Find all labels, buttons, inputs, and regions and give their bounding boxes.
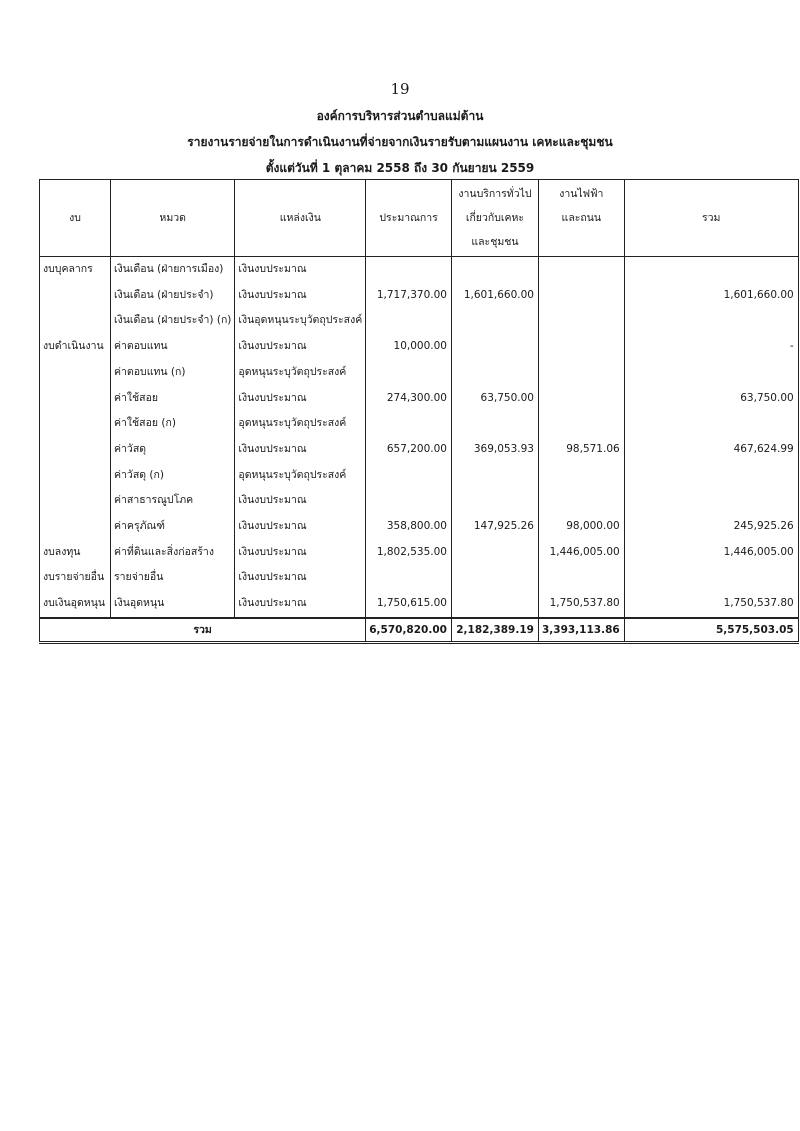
cell-budget: งบเงินอุดหนุน <box>40 591 111 618</box>
cell-general <box>451 411 538 437</box>
total-general: 2,182,389.19 <box>451 618 538 643</box>
cell-total: 467,624.99 <box>624 437 798 463</box>
table-body <box>40 257 799 618</box>
header-category: หมวด <box>111 180 235 257</box>
table-row <box>40 591 799 618</box>
cell-category: ค่าสาธารณูปโภค <box>111 488 235 514</box>
cell-estimate <box>366 257 452 283</box>
cell-category: ค่าใช้สอย <box>111 386 235 412</box>
cell-budget: งบดำเนินงาน <box>40 334 111 360</box>
cell-general <box>451 257 538 283</box>
cell-general: 1,601,660.00 <box>451 283 538 309</box>
cell-category: รายจ่ายอื่น <box>111 565 235 591</box>
cell-source: เงินงบประมาณ <box>235 386 366 412</box>
cell-budget <box>40 437 111 463</box>
header-general-line-1: งานบริการทั่วไป <box>458 188 532 200</box>
cell-total <box>624 360 798 386</box>
header-source: แหล่งเงิน <box>235 180 366 257</box>
cell-total: 1,601,660.00 <box>624 283 798 309</box>
cell-source: เงินงบประมาณ <box>235 334 366 360</box>
cell-source: อุดหนุนระบุวัตถุประสงค์ <box>235 411 366 437</box>
cell-category: ค่าวัสดุ (ก) <box>111 463 235 489</box>
cell-source: อุดหนุนระบุวัตถุประสงค์ <box>235 463 366 489</box>
table-row <box>40 463 799 489</box>
cell-category: เงินเดือน (ฝ่ายประจำ) (ก) <box>111 308 235 334</box>
cell-category: ค่าครุภัณฑ์ <box>111 514 235 540</box>
table-row <box>40 283 799 309</box>
cell-budget <box>40 514 111 540</box>
cell-estimate: 1,750,615.00 <box>366 591 452 618</box>
report-subtitle: รายงานรายจ่ายในการดำเนินงานที่จ่ายจากเงินรายรับตามแผนงาน เคหะและชุมชน <box>187 135 613 149</box>
cell-electric <box>538 283 624 309</box>
total-estimate: 6,570,820.00 <box>366 618 452 643</box>
table-row <box>40 565 799 591</box>
table-total-row <box>40 618 799 643</box>
total-grand: 5,575,503.05 <box>624 618 798 643</box>
cell-general <box>451 488 538 514</box>
cell-estimate: 1,802,535.00 <box>366 540 452 566</box>
cell-source: เงินงบประมาณ <box>235 514 366 540</box>
cell-source: เงินงบประมาณ <box>235 257 366 283</box>
cell-source: เงินงบประมาณ <box>235 540 366 566</box>
cell-electric <box>538 334 624 360</box>
cell-total: 1,750,537.80 <box>624 591 798 618</box>
header-budget: งบ <box>40 180 111 257</box>
page-number: 19 <box>390 80 410 98</box>
cell-general <box>451 308 538 334</box>
cell-budget <box>40 386 111 412</box>
cell-total: 63,750.00 <box>624 386 798 412</box>
cell-category: ค่าใช้สอย (ก) <box>111 411 235 437</box>
report-org-title: องค์การบริหารส่วนตำบลแม่ต้าน <box>316 109 484 123</box>
cell-general <box>451 591 538 618</box>
table-row <box>40 386 799 412</box>
table-row <box>40 514 799 540</box>
cell-electric <box>538 411 624 437</box>
cell-electric: 1,446,005.00 <box>538 540 624 566</box>
total-label: รวม <box>40 618 366 643</box>
header-general-line-2: เกี่ยวกับเคหะ <box>465 212 525 224</box>
cell-category: ค่าตอบแทน <box>111 334 235 360</box>
cell-general: 369,053.93 <box>451 437 538 463</box>
cell-source: เงินงบประมาณ <box>235 283 366 309</box>
header-general-line-3: และชุมชน <box>471 236 519 248</box>
cell-category: เงินอุดหนุน <box>111 591 235 618</box>
cell-estimate <box>366 360 452 386</box>
cell-estimate: 10,000.00 <box>366 334 452 360</box>
cell-electric <box>538 488 624 514</box>
cell-estimate: 657,200.00 <box>366 437 452 463</box>
table-row <box>40 334 799 360</box>
cell-total <box>624 565 798 591</box>
cell-electric: 98,000.00 <box>538 514 624 540</box>
header-estimate: ประมาณการ <box>366 180 452 257</box>
total-electric: 3,393,113.86 <box>538 618 624 643</box>
cell-source: เงินงบประมาณ <box>235 591 366 618</box>
cell-estimate <box>366 463 452 489</box>
table-row <box>40 308 799 334</box>
header-total: รวม <box>624 180 798 257</box>
cell-estimate <box>366 308 452 334</box>
header-electric-line-1: งานไฟฟ้า <box>559 188 604 200</box>
cell-total <box>624 411 798 437</box>
table-row <box>40 257 799 283</box>
cell-total: - <box>624 334 798 360</box>
cell-estimate: 1,717,370.00 <box>366 283 452 309</box>
cell-category: ค่าตอบแทน (ก) <box>111 360 235 386</box>
cell-total <box>624 488 798 514</box>
cell-budget <box>40 360 111 386</box>
cell-total: 245,925.26 <box>624 514 798 540</box>
cell-budget <box>40 488 111 514</box>
cell-electric: 98,571.06 <box>538 437 624 463</box>
cell-budget <box>40 463 111 489</box>
cell-category: เงินเดือน (ฝ่ายการเมือง) <box>111 257 235 283</box>
cell-estimate <box>366 411 452 437</box>
cell-source: เงินงบประมาณ <box>235 437 366 463</box>
cell-source: เงินงบประมาณ <box>235 488 366 514</box>
cell-general <box>451 360 538 386</box>
report-period: ตั้งแต่วันที่ 1 ตุลาคม 2558 ถึง 30 กันยายน 2559 <box>265 161 535 175</box>
cell-electric <box>538 463 624 489</box>
cell-budget: งบลงทุน <box>40 540 111 566</box>
header-general-services <box>451 180 538 257</box>
table-row <box>40 540 799 566</box>
cell-category: ค่าที่ดินและสิ่งก่อสร้าง <box>111 540 235 566</box>
expense-table <box>39 179 799 644</box>
cell-general <box>451 463 538 489</box>
cell-total <box>624 308 798 334</box>
cell-general: 147,925.26 <box>451 514 538 540</box>
cell-source: เงินงบประมาณ <box>235 565 366 591</box>
table-header-row <box>40 180 799 257</box>
table-row <box>40 360 799 386</box>
table-row <box>40 488 799 514</box>
cell-electric <box>538 386 624 412</box>
cell-total <box>624 463 798 489</box>
cell-estimate: 358,800.00 <box>366 514 452 540</box>
cell-estimate <box>366 565 452 591</box>
table-row <box>40 437 799 463</box>
cell-electric <box>538 565 624 591</box>
cell-total: 1,446,005.00 <box>624 540 798 566</box>
cell-budget <box>40 308 111 334</box>
cell-category: เงินเดือน (ฝ่ายประจำ) <box>111 283 235 309</box>
cell-source: อุดหนุนระบุวัตถุประสงค์ <box>235 360 366 386</box>
table-row <box>40 411 799 437</box>
cell-electric: 1,750,537.80 <box>538 591 624 618</box>
cell-estimate <box>366 488 452 514</box>
cell-general <box>451 565 538 591</box>
cell-electric <box>538 257 624 283</box>
header-electric-roads <box>538 180 624 257</box>
cell-source: เงินอุดหนุนระบุวัตถุประสงค์ <box>235 308 366 334</box>
cell-electric <box>538 308 624 334</box>
cell-general <box>451 334 538 360</box>
cell-general: 63,750.00 <box>451 386 538 412</box>
cell-electric <box>538 360 624 386</box>
cell-general <box>451 540 538 566</box>
cell-budget: งบรายจ่ายอื่น <box>40 565 111 591</box>
cell-category: ค่าวัสดุ <box>111 437 235 463</box>
cell-budget <box>40 411 111 437</box>
cell-estimate: 274,300.00 <box>366 386 452 412</box>
header-electric-line-2: และถนน <box>561 212 602 224</box>
cell-budget <box>40 283 111 309</box>
cell-budget: งบบุคลากร <box>40 257 111 283</box>
cell-total <box>624 257 798 283</box>
